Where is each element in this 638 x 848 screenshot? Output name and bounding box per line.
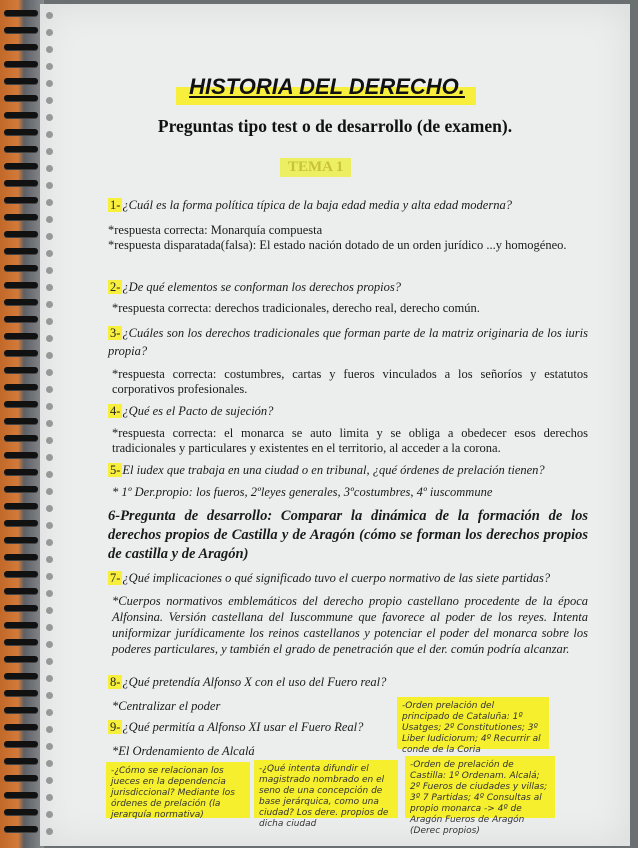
answer-text: *respuesta disparatada(falsa): El estado nación dotado de un orden jurídico ...y homogéneo. [108,238,567,252]
question-number: 5- [110,463,121,477]
spiral-ring [4,605,38,611]
punch-hole [46,63,53,70]
spiral-ring [4,265,38,271]
spiral-ring [4,384,38,390]
punch-hole [46,165,53,172]
punch-hole [46,352,53,359]
punch-hole [46,301,53,308]
punch-hole [46,828,53,835]
punch-hole [46,641,53,648]
punch-hole [46,658,53,665]
punch-hole [46,250,53,257]
punch-hole [46,675,53,682]
spiral-ring [4,282,38,288]
punch-hole [46,199,53,206]
spiral-ring [4,299,38,305]
spiral-ring [4,554,38,560]
spiral-ring [4,690,38,696]
punch-hole [46,46,53,53]
punch-hole [46,267,53,274]
question-text: ¿Cuál es la forma política típica de la baja edad media y alta edad moderna? [122,198,512,212]
punch-hole [46,216,53,223]
spiral-binding [0,0,44,848]
punch-hole [46,709,53,716]
spiral-ring [4,503,38,509]
question-1 [108,196,588,253]
punch-hole [46,811,53,818]
spiral-ring [4,180,38,186]
sticky-note-jueces: -¿Cómo se relacionan los jueces en la dependencia jurisdiccional? Mediante los órdenes de prelación (la jerarquía normativa) [106,762,250,818]
spiral-ring [4,639,38,645]
spiral-ring [4,44,38,50]
punch-hole [46,318,53,325]
spiral-ring [4,78,38,84]
question-3 [108,324,588,397]
punch-hole [46,369,53,376]
page-subtitle: Preguntas tipo test o de desarrollo (de examen). [157,116,513,136]
punch-hole [46,454,53,461]
punch-hole [46,114,53,121]
punch-hole [46,522,53,529]
punch-hole [46,607,53,614]
punch-hole [46,743,53,750]
question-number: 7- [110,571,121,585]
punch-hole [46,539,53,546]
spiral-ring [4,452,38,458]
page-title: HISTORIA DEL DERECHO. [189,74,465,99]
punch-hole [46,29,53,36]
answer-text: * 1º Der.propio: los fueros, 2ºleyes generales, 3ºcostumbres, 4º iuscommune [112,485,493,499]
punch-hole [46,760,53,767]
question-number: 2- [110,280,121,294]
spiral-ring [4,248,38,254]
spiral-ring [4,333,38,339]
question-text: El iudex que trabaja en una ciudad o en tribunal, ¿qué órdenes de prelación tienen? [122,463,545,477]
answer-text: *El Ordenamiento de Alcalá [112,744,255,758]
punch-hole [46,777,53,784]
notebook-page [40,4,630,846]
spiral-ring [4,469,38,475]
sticky-note-magistrado: -¿Qué intenta difundir el magistrado nombrado en el seno de una concepción de base jerárquica, como una ciudad? Los dere. propios de dicha ciudad [254,760,398,818]
spiral-ring [4,367,38,373]
punch-hole [46,488,53,495]
question-7 [108,569,588,657]
question-text: ¿Qué implicaciones o qué significado tuvo el cuerpo normativo de las siete partidas? [122,571,551,585]
question-number: 4- [110,404,121,418]
spiral-ring [4,418,38,424]
punch-hole [46,726,53,733]
spiral-ring [4,129,38,135]
spiral-ring [4,792,38,798]
question-text: ¿Cuáles son los derechos tradicionales que forman parte de la matriz originaria de los iuris propia? [108,326,588,358]
tema-heading: TEMA 1 [280,158,351,177]
sticky-note-cataluna: -Orden prelación del principado de Cataluña: 1º Usatges; 2º Constitutiones; 3º Liber Iudiciorum; 4º Recurrir al conde de la Coria [397,697,549,749]
punch-hole [46,420,53,427]
spiral-ring [4,163,38,169]
spiral-ring [4,826,38,832]
spiral-ring [4,231,38,237]
answer-text: *respuesta correcta: derechos tradicionales, derecho real, derecho común. [112,301,480,315]
sticky-note-castilla: -Orden de prelación de Castilla: 1º Ordenam. Alcalá; 2º Fueros de ciudades y villas; 3º 7 Partidas; 4º Consultas al propio monarca -> 4º de Aragón Fueros de Aragón (Derec propios) [405,756,555,818]
question-9 [108,718,408,759]
spiral-ring [4,27,38,33]
answer-text: *respuesta correcta: el monarca se auto limita y se obliga a obedecer esos derechos tradicionales y particulares y existentes en el territorio, al acceder a la corona. [112,426,588,455]
punch-hole [46,335,53,342]
spiral-ring [4,588,38,594]
question-8 [108,673,408,714]
question-2 [108,278,588,316]
punch-hole [46,471,53,478]
spiral-ring [4,95,38,101]
spiral-ring [4,741,38,747]
question-number: 8- [110,675,121,689]
punch-hole [46,590,53,597]
spiral-ring [4,537,38,543]
punch-hole [46,573,53,580]
question-6 [108,507,588,564]
spiral-ring [4,622,38,628]
question-number: 1- [110,198,121,212]
punch-hole [46,97,53,104]
spiral-ring [4,316,38,322]
question-4 [108,402,588,456]
punch-hole [46,131,53,138]
spiral-ring [4,724,38,730]
question-text: ¿Qué es el Pacto de sujeción? [122,404,274,418]
punch-hole [46,692,53,699]
spiral-ring [4,350,38,356]
spiral-ring [4,775,38,781]
question-text: ¿De qué elementos se conforman los derechos propios? [122,280,401,294]
answer-text: *respuesta correcta: costumbres, cartas y fueros vinculados a los señoríos y estatutos corporativos profesionales. [112,367,588,396]
spiral-ring [4,10,38,16]
punch-hole [46,233,53,240]
punch-hole [46,437,53,444]
answer-text: *respuesta correcta: Monarquía compuesta [108,223,323,237]
punch-hole [46,182,53,189]
punch-hole [46,794,53,801]
spiral-ring [4,435,38,441]
spiral-ring [4,214,38,220]
question-text: ¿Qué pretendía Alfonso X con el uso del Fuero real? [122,675,387,689]
punch-hole [46,624,53,631]
spiral-ring [4,112,38,118]
spiral-ring [4,146,38,152]
spiral-ring [4,656,38,662]
spiral-ring [4,520,38,526]
punch-hole [46,80,53,87]
answer-text: *Centralizar el poder [112,699,221,713]
question-5 [108,461,588,500]
spiral-ring [4,673,38,679]
spiral-ring [4,758,38,764]
punch-hole [46,505,53,512]
punch-hole [46,403,53,410]
spiral-ring [4,197,38,203]
punch-hole [46,386,53,393]
question-number: 3- [110,326,121,340]
spiral-ring [4,571,38,577]
question-text: ¿Qué permitía a Alfonso XI usar el Fuero Real? [122,720,364,734]
punch-hole [46,148,53,155]
spiral-ring [4,809,38,815]
spiral-ring [4,61,38,67]
spiral-ring [4,486,38,492]
punch-hole [46,284,53,291]
question-number: 9- [110,720,121,734]
punch-hole [46,556,53,563]
spiral-ring [4,401,38,407]
punch-hole [46,12,53,19]
answer-text: *Cuerpos normativos emblemáticos del derecho propio castellano procedente de la época Alfonsina. Versión castellana del Iuscommune que favorece al poder de los reyes. Intenta uniformizar jurídicamente los reinos castellanos y potenciar el poder del monarca sobre los poderes particulares, y también el grado de penetración que el der. común podría alcanzar. [112,594,588,656]
spiral-ring [4,707,38,713]
question-text: 6-Pregunta de desarrollo: Comparar la dinámica de la formación de los derechos propios de Castilla y de Aragón (cómo se forman los derechos propios de castilla y de Aragón) [108,508,588,562]
